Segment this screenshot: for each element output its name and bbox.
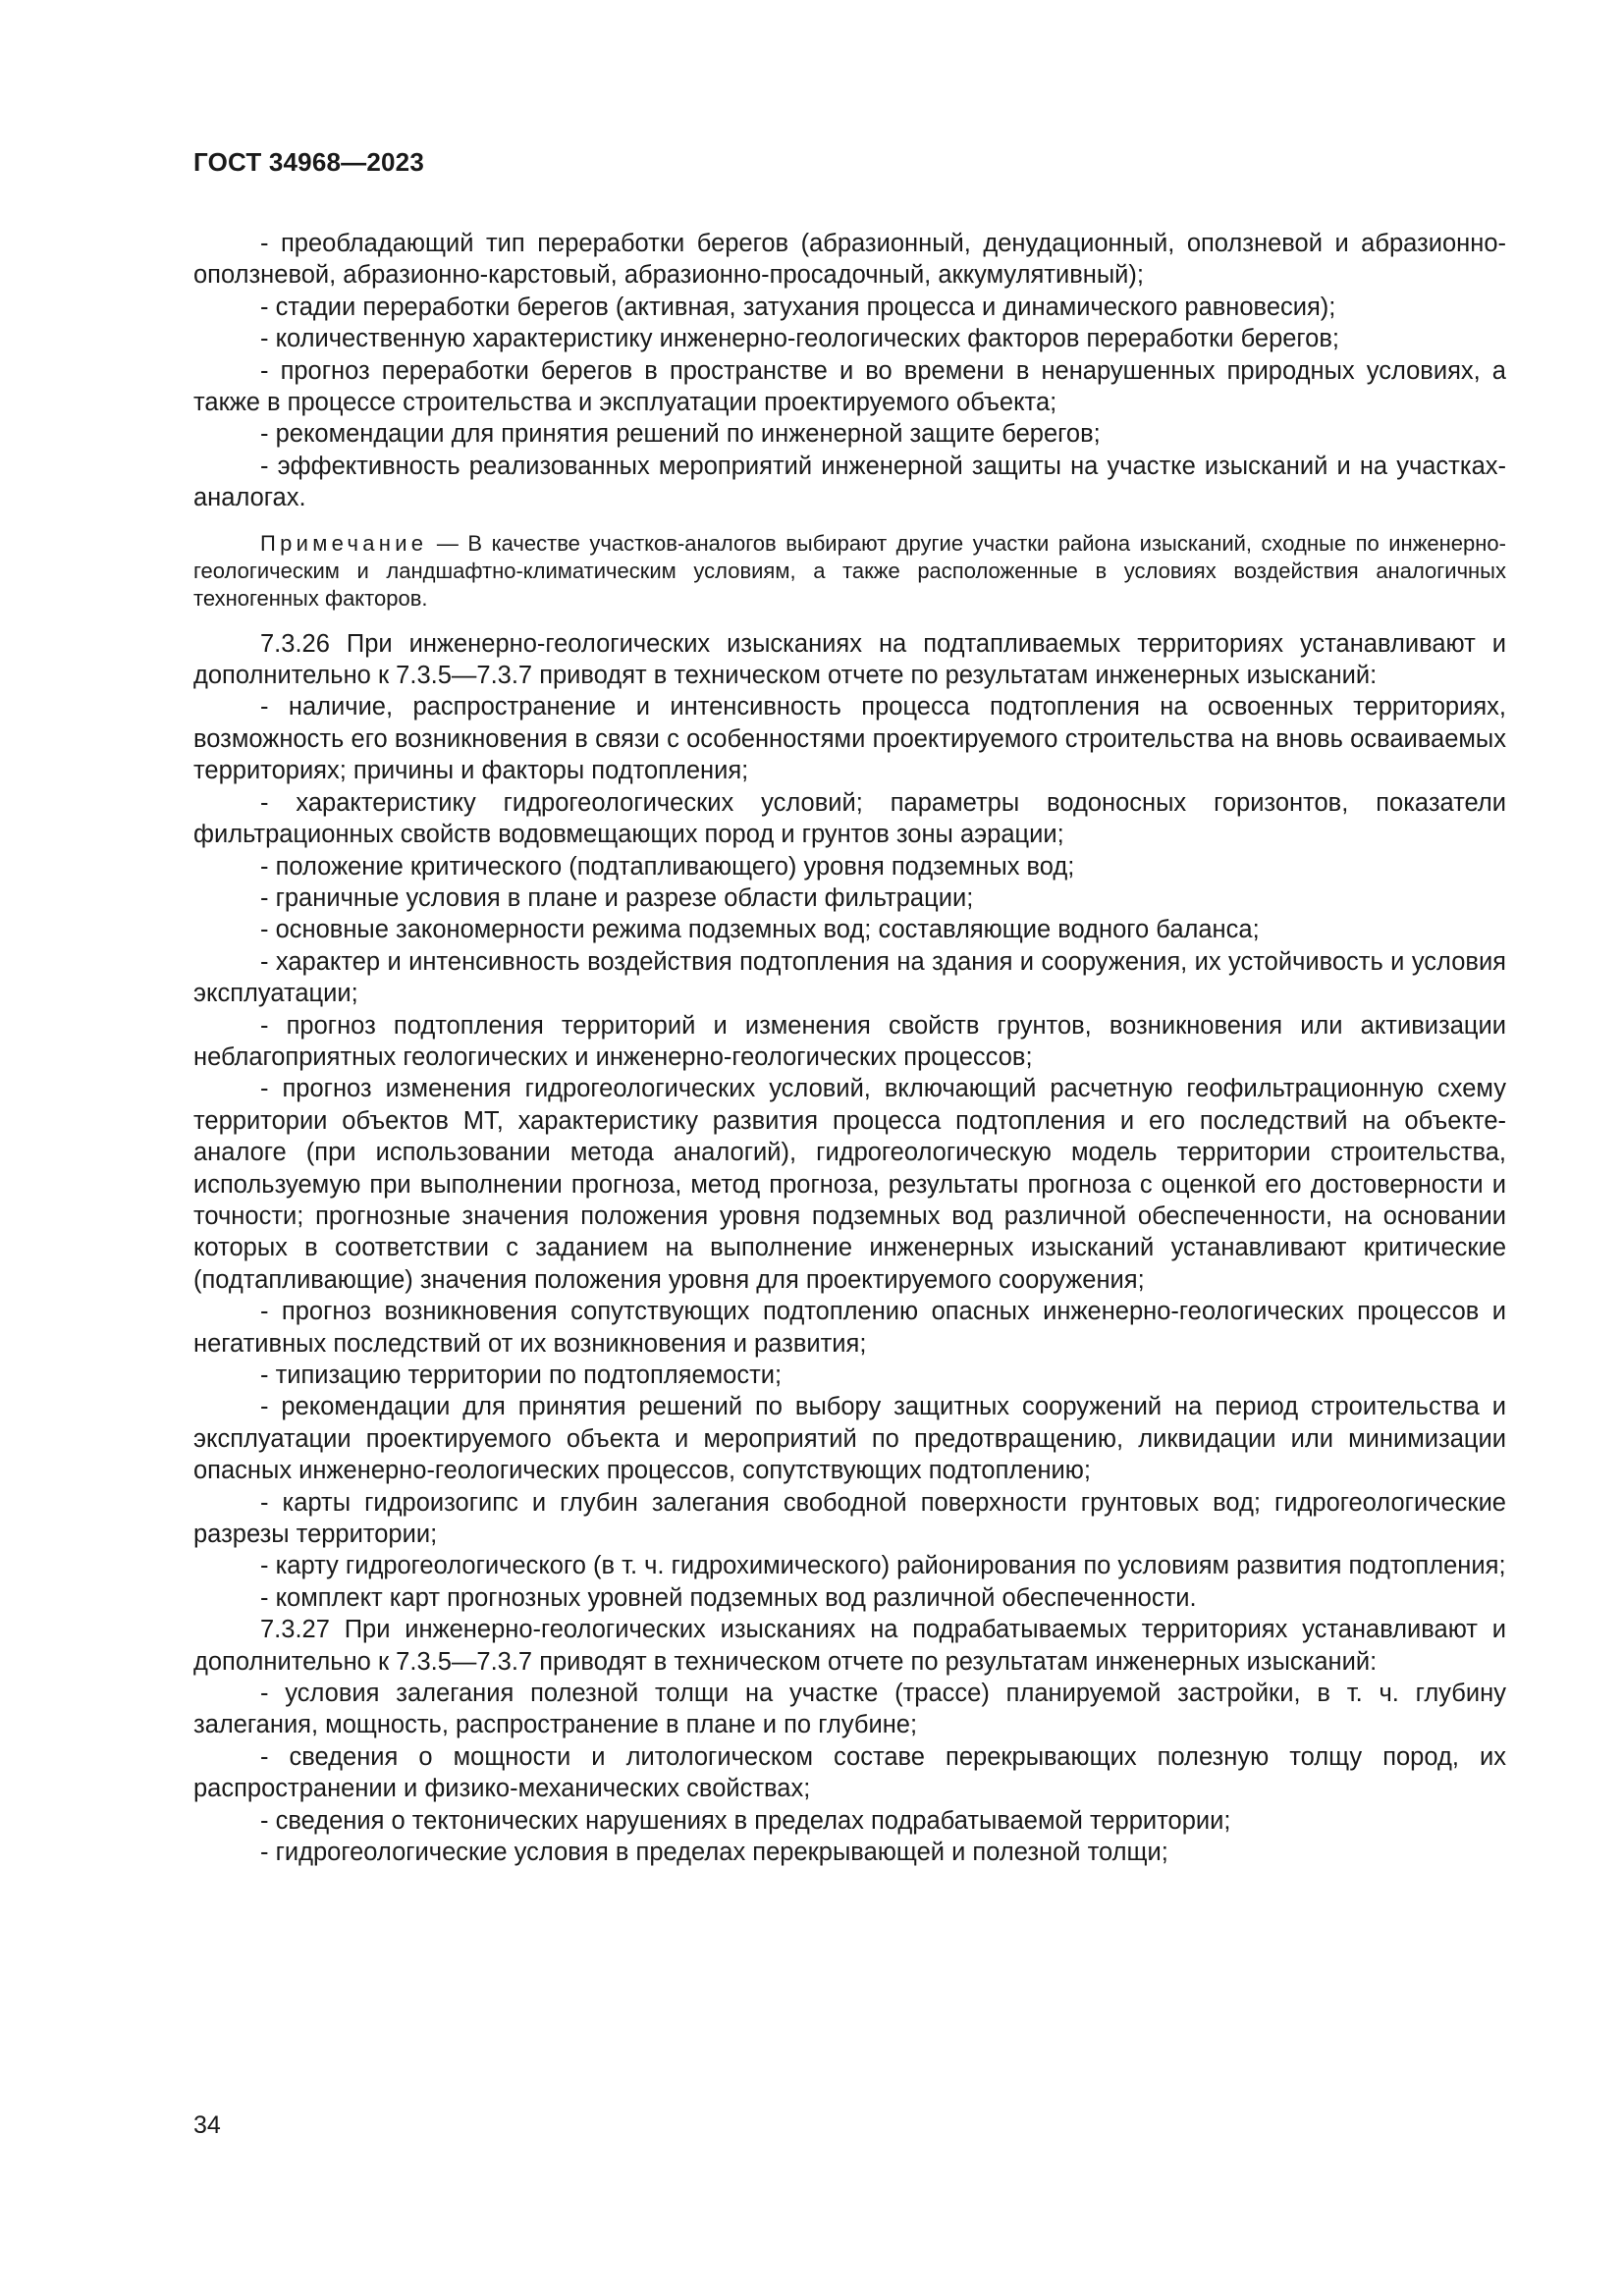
list-item: - рекомендации для принятия решений по инженерной защите берегов; — [260, 420, 1101, 449]
clause-7-3-26: 7.3.26 При инженерно-геологических изысканиях на подтапливаемых территориях устанавливают и дополнительно к 7.3.5—7.3.7 приводят в техническом отчете по результатам инженерных изысканий: — [193, 629, 1506, 690]
list-item: - характеристику гидрогеологических условий; параметры водоносных горизонтов, показатели фильтрационных свойств водовмещающих пород и грунтов зоны аэрации; — [193, 788, 1506, 849]
list-item: - положение критического (подтапливающего) уровня подземных вод; — [260, 852, 1075, 881]
list-item: - характер и интенсивность воздействия подтопления на здания и сооружения, их устойчивость и условия эксплуатации; — [193, 947, 1506, 1008]
list-item: - прогноз возникновения сопутствующих подтоплению опасных инженерно-геологических процессов и негативных последствий от их возникновения и развития; — [193, 1298, 1506, 1358]
list-item: - граничные условия в плане и разрезе области фильтрации; — [260, 883, 974, 912]
document-header: ГОСТ 34968—2023 — [193, 147, 424, 177]
list-item: - условия залегания полезной толщи на участке (трассе) планируемой застройки, в т. ч. глубину залегания, мощность, распространение в плане и по глубине; — [193, 1680, 1506, 1739]
note — [193, 530, 1506, 613]
list-item: - типизацию территории по подтопляемости; — [260, 1362, 783, 1389]
note-text: — В качестве участков-аналогов выбирают другие участки района изысканий, сходные по инженерно-геологическим и ландшафтно-климатическим условиям, а также расположенные в условиях воздействия аналогичных техногенных факторов. — [193, 530, 1506, 611]
note-label: Примечание — [260, 530, 428, 556]
list-item: - гидрогеологические условия в пределах перекрывающей и полезной толщи; — [260, 1839, 1168, 1867]
list-item: - количественную характеристику инженерно-геологических факторов переработки берегов; — [260, 325, 1339, 353]
list-item: - прогноз изменения гидрогеологических условий, включающий расчетную геофильтрационную схему территории объектов МТ, характеристику развития процесса подтопления и его последствий на объекте-аналоге (при использовании метода аналогий), гидрогеологическую модель территории строительства, используемую при выполнении прогноза, метод прогноза, результаты прогноза с оценкой его достоверности и точности; прогнозные значения положения уровня подземных вод различной обеспеченности, на основании которых в соответствии с заданием на выполнение инженерных изысканий устанавливают критические (подтапливающие) значения положения уровня для проектируемого сооружения; — [193, 1075, 1506, 1294]
list-item: - прогноз переработки берегов в пространстве и во времени в ненарушенных природных условиях, а также в процессе строительства и эксплуатации проектируемого объекта; — [193, 356, 1506, 417]
list-item: - сведения о тектонических нарушениях в пределах подрабатываемой территории; — [260, 1806, 1231, 1835]
list-item: - карты гидроизогипс и глубин залегания свободной поверхности грунтовых вод; гидрогеологические разрезы территории; — [193, 1488, 1506, 1549]
document-body — [193, 228, 1506, 1869]
list-item: - стадии переработки берегов (активная, затухания процесса и динамического равновесия); — [260, 293, 1336, 321]
list-item: - наличие, распространение и интенсивность процесса подтопления на освоенных территориях, возможность его возникновения в связи с особенностями проектируемого строительства на вновь осваиваемых территориях; причины и факторы подтопления; — [193, 693, 1506, 785]
page-number: 34 — [193, 2111, 221, 2139]
list-item: - преобладающий тип переработки берегов (абразионный, денудационный, оползневой и абразионно-оползневой, абразионно-карстовый, абразионно-просадочный, аккумулятивный); — [193, 230, 1506, 290]
list-item: - сведения о мощности и литологическом составе перекрывающих полезную толщу пород, их распространении и физико-механических свойствах; — [193, 1742, 1506, 1803]
list-item: - прогноз подтопления территорий и изменения свойств грунтов, возникновения или активизации неблагоприятных геологических и инженерно-геологических процессов; — [193, 1011, 1506, 1071]
list-item: - основные закономерности режима подземных вод; составляющие водного баланса; — [260, 916, 1260, 944]
clause-7-3-27: 7.3.27 При инженерно-геологических изысканиях на подрабатываемых территориях устанавливают и дополнительно к 7.3.5—7.3.7 приводят в техническом отчете по результатам инженерных изысканий: — [193, 1616, 1506, 1676]
list-item: - карту гидрогеологического (в т. ч. гидрохимического) районирования по условиям развития подтопления; — [260, 1552, 1506, 1580]
list-item: - рекомендации для принятия решений по выбору защитных сооружений на период строительства и эксплуатации проектируемого объекта и мероприятий по предотвращению, ликвидации или минимизации опасных инженерно-геологических процессов, сопутствующих подтоплению; — [193, 1393, 1506, 1485]
list-item: - эффективность реализованных мероприятий инженерной защиты на участке изысканий и на участках-аналогах. — [193, 452, 1506, 512]
list-item: - комплект карт прогнозных уровней подземных вод различной обеспеченности. — [260, 1583, 1197, 1612]
